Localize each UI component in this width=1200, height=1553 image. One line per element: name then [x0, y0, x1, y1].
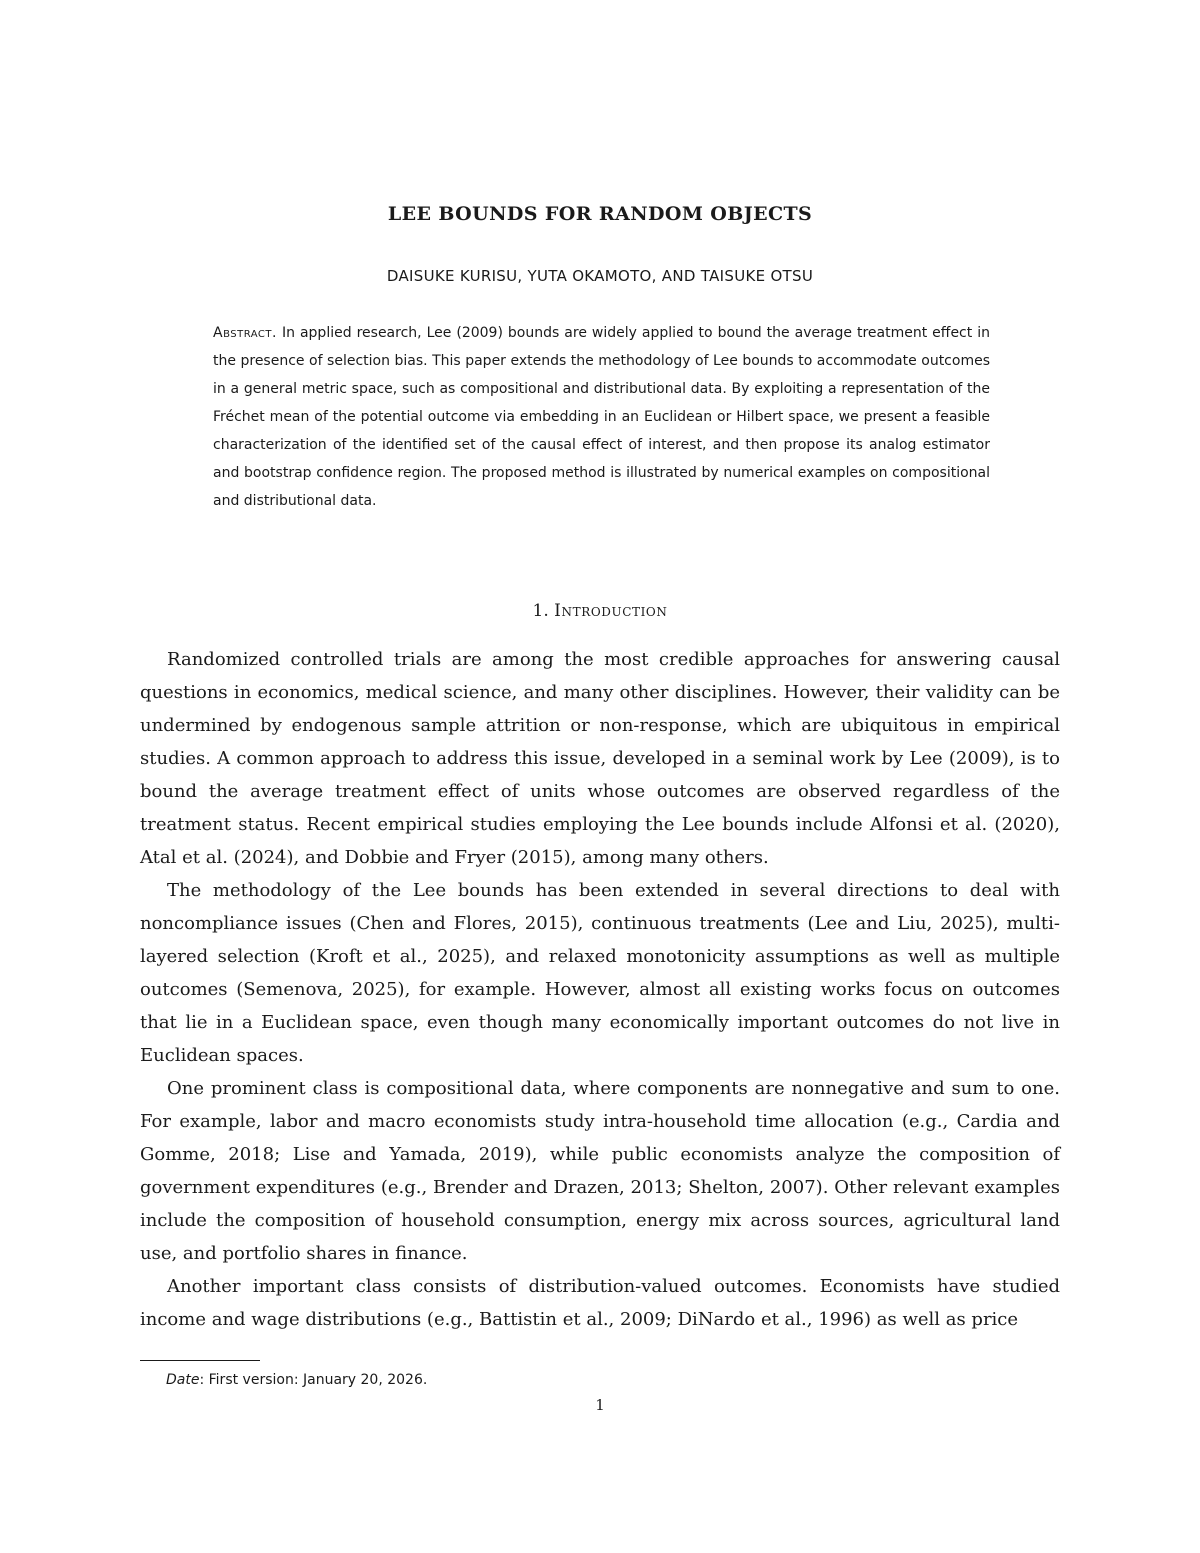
page-number: 1 — [595, 1396, 605, 1414]
abstract — [213, 319, 990, 515]
section-title: Introduction — [554, 601, 668, 621]
footnote — [166, 1372, 427, 1388]
section-heading — [0, 601, 1200, 621]
footnote-label: Date — [166, 1372, 200, 1388]
footnote-text: : First version: January 20, 2026. — [199, 1372, 428, 1388]
abstract-label: Abstract. — [213, 325, 277, 341]
paper-title: LEE BOUNDS FOR RANDOM OBJECTS — [387, 203, 813, 225]
paragraph: The methodology of the Lee bounds has been extended in several directions to deal with noncompliance issues (Chen and Flores, 2015), continuous treatments (Lee and Liu, 2025), multi-layered selection (Kroft et al., 2025), and relaxed monotonicity assumptions as well as multiple outcomes (Semenova, 2025), for example. However, almost all existing works focus on outcomes that lie in a Euclidean space, even though many economically important outcomes do not live in Euclidean spaces. — [140, 880, 1060, 1066]
footnote-divider — [140, 1360, 260, 1361]
paragraph: Another important class consists of distribution-valued outcomes. Economists have studied income and wage distributions (e.g., Battistin et al., 2009; DiNardo et al., 1996) as well as price — [140, 1276, 1060, 1330]
paragraph: One prominent class is compositional data, where components are nonnegative and sum to one. For example, labor and macro economists study intra-household time allocation (e.g., Cardia and Gomme, 2018; Lise and Yamada, 2019), while public economists analyze the composition of government expenditures (e.g., Brender and Drazen, 2013; Shelton, 2007). Other relevant examples include the composition of household consumption, energy mix across sources, agricultural land use, and portfolio shares in finance. — [140, 1078, 1060, 1264]
paragraph: Randomized controlled trials are among the most credible approaches for answering causal questions in economics, medical science, and many other disciplines. However, their validity can be undermined by endogenous sample attrition or non-response, which are ubiquitous in empirical studies. A common approach to address this issue, developed in a seminal work by Lee (2009), is to bound the average treatment effect of units whose outcomes are observed regardless of the treatment status. Recent empirical studies employing the Lee bounds include Alfonsi et al. (2020), Atal et al. (2024), and Dobbie and Fryer (2015), among many others. — [140, 649, 1060, 868]
body-text — [140, 643, 1060, 1336]
author-list: DAISUKE KURISU, YUTA OKAMOTO, AND TAISUKE OTSU — [386, 267, 814, 285]
abstract-text: In applied research, Lee (2009) bounds are widely applied to bound the average treatment effect in the presence of selection bias. This paper extends the methodology of Lee bounds to accommodate outcomes in a general metric space, such as compositional and distributional data. By exploiting a representation of the Fréchet mean of the potential outcome via embedding in an Euclidean or Hilbert space, we present a feasible characterization of the identified set of the causal effect of interest, and then propose its analog estimator and bootstrap confidence region. The proposed method is illustrated by numerical examples on compositional and distributional data. — [213, 325, 990, 509]
section-number: 1. — [532, 601, 549, 621]
